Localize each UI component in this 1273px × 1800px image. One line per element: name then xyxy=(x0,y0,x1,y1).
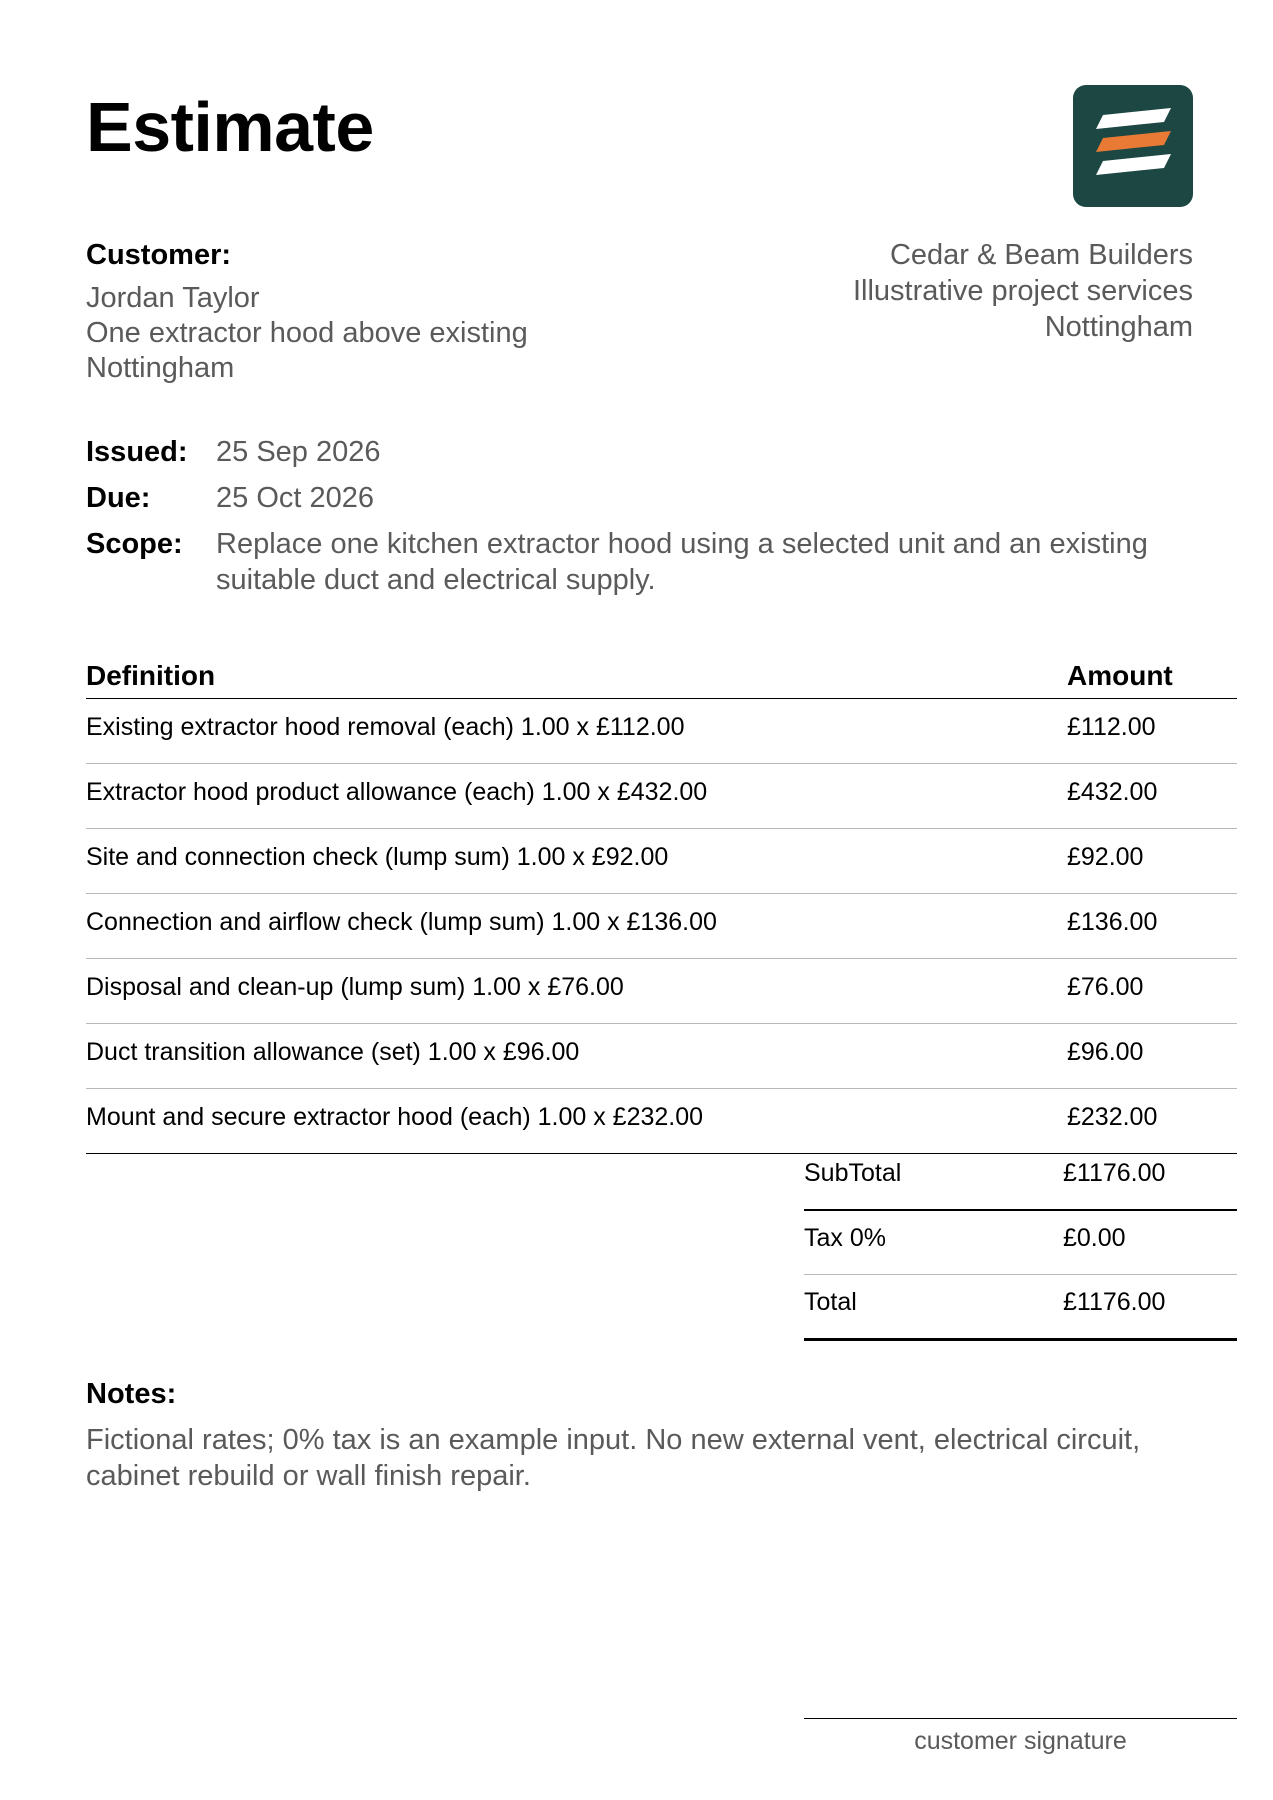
row-definition: Existing extractor hood removal (each) 1.00 x £112.00 xyxy=(86,712,685,741)
table-row xyxy=(86,829,1237,894)
row-definition: Site and connection check (lump sum) 1.00 x £92.00 xyxy=(86,842,669,871)
company-city: Nottingham xyxy=(1044,311,1193,343)
customer-name: Jordan Taylor xyxy=(86,282,260,314)
table-row xyxy=(86,1024,1237,1089)
due-label: Due: xyxy=(86,482,151,514)
customer-city: Nottingham xyxy=(86,352,235,384)
logo-stripes-icon xyxy=(1073,85,1193,207)
total-value: £1176.00 xyxy=(1063,1288,1166,1316)
row-amount: £232.00 xyxy=(1067,1102,1158,1131)
scope-label: Scope: xyxy=(86,528,183,560)
totals-block xyxy=(804,1146,1237,1341)
table-row xyxy=(86,699,1237,764)
subtotal-row xyxy=(804,1146,1237,1211)
notes-label: Notes: xyxy=(86,1378,177,1410)
row-amount: £112.00 xyxy=(1067,712,1156,741)
row-definition: Mount and secure extractor hood (each) 1.00 x £232.00 xyxy=(86,1102,704,1131)
tax-value: £0.00 xyxy=(1063,1224,1126,1252)
customer-address: One extractor hood above existing xyxy=(86,317,528,349)
customer-signature-line: customer signature xyxy=(804,1718,1237,1756)
notes-text: Fictional rates; 0% tax is an example input. No new external vent, electrical circuit, cabinet rebuild or wall finish repair. xyxy=(86,1424,1141,1492)
subtotal-label: SubTotal xyxy=(804,1159,902,1187)
company-block xyxy=(633,237,1193,345)
document-title: Estimate xyxy=(86,88,374,166)
company-tagline: Illustrative project services xyxy=(852,275,1193,307)
row-amount: £76.00 xyxy=(1067,972,1144,1001)
issued-row xyxy=(86,434,1236,470)
customer-block xyxy=(86,237,726,386)
total-label: Total xyxy=(804,1288,857,1316)
header-definition: Definition xyxy=(86,660,216,691)
total-row xyxy=(804,1275,1237,1341)
subtotal-value: £1176.00 xyxy=(1063,1159,1166,1187)
tax-label: Tax 0% xyxy=(804,1224,886,1252)
row-definition: Duct transition allowance (set) 1.00 x £96.00 xyxy=(86,1037,580,1066)
scope-text: Replace one kitchen extractor hood using a selected unit and an existing suitable duct and electrical supply. xyxy=(216,528,1148,596)
row-amount: £432.00 xyxy=(1067,777,1158,806)
table-row xyxy=(86,894,1237,959)
row-amount: £92.00 xyxy=(1067,842,1144,871)
estimate-meta xyxy=(86,434,1236,608)
table-row xyxy=(86,764,1237,829)
row-definition: Disposal and clean-up (lump sum) 1.00 x £76.00 xyxy=(86,972,624,1001)
due-date: 25 Oct 2026 xyxy=(216,482,374,514)
issued-date: 25 Sep 2026 xyxy=(216,436,381,468)
tax-row xyxy=(804,1211,1237,1275)
header-amount: Amount xyxy=(1067,660,1173,691)
table-row xyxy=(86,959,1237,1024)
row-definition: Extractor hood product allowance (each) 1.00 x £432.00 xyxy=(86,777,708,806)
table-row xyxy=(86,1089,1237,1154)
company-name: Cedar & Beam Builders xyxy=(889,239,1193,271)
scope-row xyxy=(86,526,1236,598)
issued-label: Issued: xyxy=(86,436,188,468)
row-amount: £136.00 xyxy=(1067,907,1158,936)
row-amount: £96.00 xyxy=(1067,1037,1144,1066)
due-row xyxy=(86,480,1236,516)
table-header xyxy=(86,654,1237,699)
line-items-table xyxy=(86,654,1237,1154)
row-definition: Connection and airflow check (lump sum) 1.00 x £136.00 xyxy=(86,907,717,936)
customer-label: Customer: xyxy=(86,239,232,271)
notes-block xyxy=(86,1376,1236,1494)
company-logo xyxy=(1073,85,1193,207)
